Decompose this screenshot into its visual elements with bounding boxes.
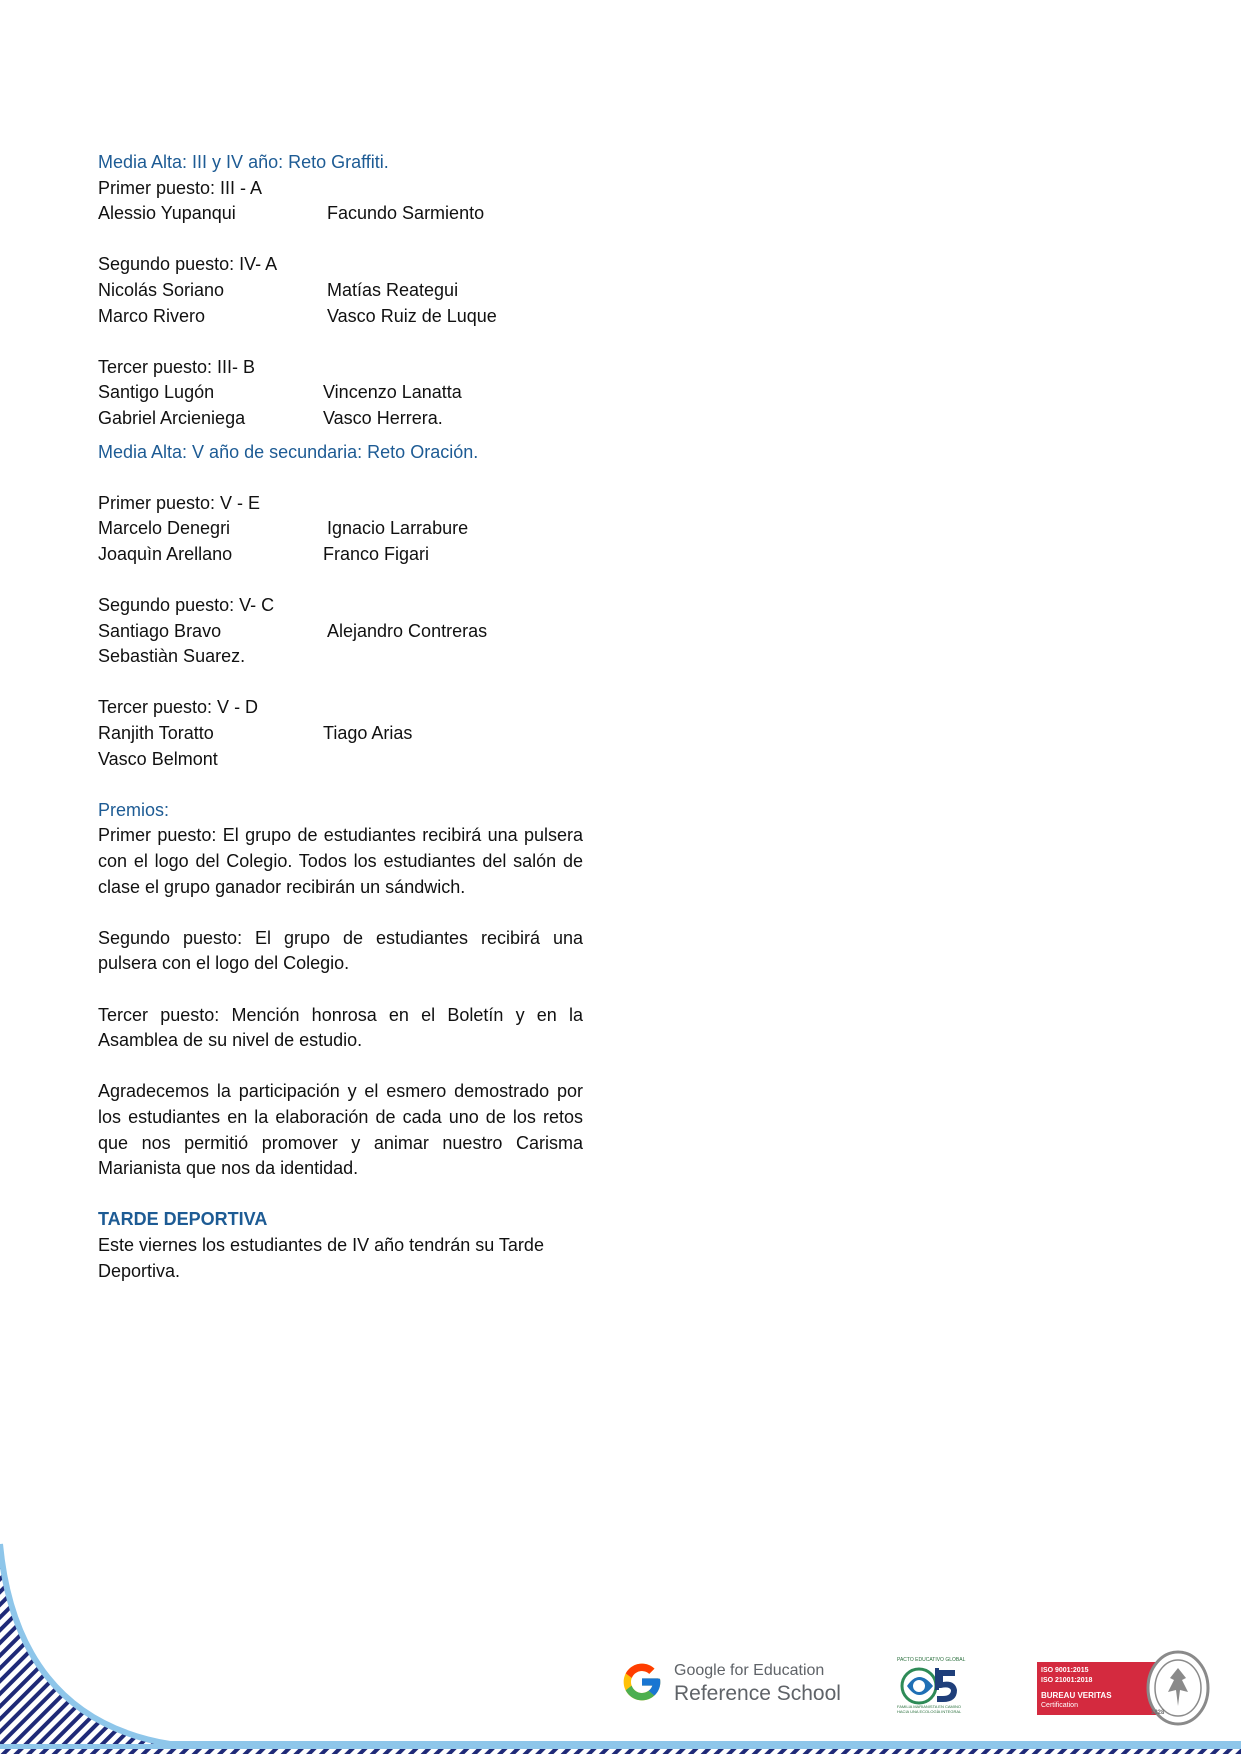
student-name: Ignacio Larrabure — [327, 518, 469, 539]
place-label: Segundo puesto: IV- A — [98, 254, 278, 275]
reference-school-label: Reference School — [674, 1682, 841, 1705]
student-name: Matías Reategui — [327, 279, 459, 300]
student-name: Marcelo Denegri — [98, 518, 231, 539]
student-name: Joaquìn Arellano — [98, 543, 233, 564]
agradecimiento-paragraph: Agradecemos la participación y el esmero demostrado por los estudiantes en la elaboración de cada uno de los retos que nos permitió promover y animar nuestro Carisma Marianista que nos da identidad. — [98, 1081, 583, 1179]
name-row — [98, 380, 583, 406]
name-row — [98, 516, 583, 542]
seal-year-label: 1828 — [1151, 1710, 1165, 1716]
premios-paragraph-primer: Primer puesto: El grupo de estudiantes recibirá una pulsera con el logo del Colegio. Todos los estudiantes del salón de clase el grupo ganador recibirán un sándwich. — [98, 825, 583, 897]
premios-paragraph-segundo: Segundo puesto: El grupo de estudiantes recibirá una pulsera con el logo del Colegio. — [98, 927, 583, 974]
student-name: Nicolás Soriano — [98, 279, 225, 300]
bureau-veritas-label: BUREAU VERITAS — [1041, 1691, 1112, 1700]
document-body — [98, 150, 583, 1284]
student-name: Vasco Herrera. — [323, 407, 443, 428]
student-name: Alejandro Contreras — [327, 620, 488, 641]
student-name: Gabriel Arcieniega — [98, 407, 246, 428]
google-for-education-label: Google for Education — [674, 1662, 825, 1679]
familia-marianista-caption: FAMILIA MARIANISTA EN CAMINO HACIA UNA ECOLOGÍA INTEGRAL — [897, 1704, 962, 1714]
student-name: Santigo Lugón — [98, 382, 215, 403]
student-name: Tiago Arias — [323, 723, 413, 744]
iso-9001-label: ISO 9001:2015 — [1041, 1667, 1089, 1674]
tarde-deportiva-heading: TARDE DEPORTIVA — [98, 1209, 268, 1230]
premios-paragraph-tercer: Tercer puesto: Mención honrosa en el Boletín y en la Asamblea de su nivel de estudio. — [98, 1004, 583, 1051]
place-label: Segundo puesto: V- C — [98, 595, 275, 616]
student-name: Vincenzo Lanatta — [323, 382, 462, 403]
student-name: Alessio Yupanqui — [98, 203, 236, 224]
certification-label: Certification — [1041, 1702, 1078, 1709]
name-row — [98, 542, 583, 568]
student-name: Santiago Bravo — [98, 620, 222, 641]
place-label: Tercer puesto: III- B — [98, 356, 256, 377]
section-heading-graffiti: Media Alta: III y IV año: Reto Graffiti. — [98, 152, 389, 172]
place-label: Tercer puesto: V - D — [98, 697, 259, 718]
place-label: Primer puesto: V - E — [98, 492, 261, 513]
student-name: Vasco Ruiz de Luque — [327, 305, 497, 326]
footer-stripe-decoration — [0, 1500, 1241, 1754]
student-name: Facundo Sarmiento — [327, 203, 485, 224]
student-name: Ranjith Toratto — [98, 723, 214, 744]
name-row — [98, 721, 583, 747]
place-label: Primer puesto: III - A — [98, 177, 263, 198]
name-row — [98, 201, 583, 227]
pacto-educativo-label: PACTO EDUCATIVO GLOBAL — [897, 1657, 966, 1663]
tarde-deportiva-text: Este viernes los estudiantes de IV año tendrán su Tarde Deportiva. — [98, 1234, 544, 1281]
name-row — [98, 278, 583, 304]
student-name: Vasco Belmont — [98, 748, 218, 769]
name-row — [98, 644, 583, 670]
student-name: Sebastiàn Suarez. — [98, 646, 246, 667]
iso-21001-label: ISO 21001:2018 — [1041, 1677, 1093, 1684]
section-heading-oracion: Media Alta: V año de secundaria: Reto Oración. — [98, 441, 479, 462]
student-name: Franco Figari — [323, 543, 430, 564]
name-row — [98, 619, 583, 645]
name-row — [98, 747, 583, 773]
premios-heading: Premios: — [98, 799, 170, 820]
google-g-icon — [620, 1660, 664, 1704]
name-row — [98, 406, 583, 432]
student-name: Marco Rivero — [98, 305, 206, 326]
name-row — [98, 304, 583, 330]
